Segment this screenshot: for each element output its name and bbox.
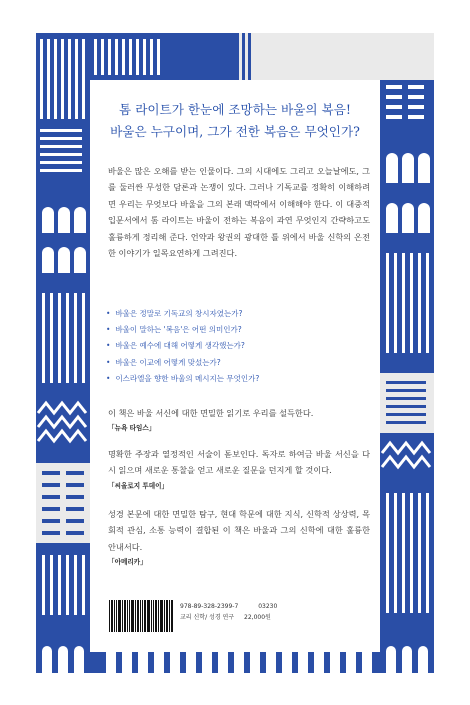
review-text: 성경 본문에 대한 면밀한 탐구, 현대 학문에 대한 지식, 신학적 상상력, 목회적 관심, 소통 능력이 결합된 이 책은 바울과 그의 신학에 대한 훌륭한 안내서다. (108, 509, 370, 552)
question-item: • 바울은 예수에 대해 어떻게 생각했는가? (106, 341, 245, 351)
book-back-cover (36, 33, 434, 673)
review-theology-today (108, 446, 370, 490)
barcode-icon (108, 599, 174, 633)
isbn-number: 978-89-328-2399-7 (180, 603, 239, 610)
question-item: • 바울은 이교에 어떻게 맞섰는가? (106, 357, 221, 367)
review-text: 명확한 주장과 열정적인 서술이 돋보인다. 독자로 하여금 바울 서신을 다시 읽으며 새로운 통찰을 얻고 새로운 질문을 던지게 할 것이다. (108, 449, 370, 476)
question-item: • 바울이 말하는 '복음'은 어떤 의미인가? (106, 325, 242, 335)
headline-line-1: 톰 라이트가 한눈에 조망하는 바울의 복음! (119, 102, 351, 117)
question-item: • 바울은 정말로 기독교의 창시자였는가? (106, 309, 243, 318)
headline-line-2: 바울은 누구이며, 그가 전한 복음은 무엇인가? (110, 124, 360, 139)
isbn-info (180, 601, 277, 623)
bullet-dot-icon: • (106, 309, 111, 318)
question-list (106, 306, 376, 387)
book-price: 22,000원 (244, 614, 271, 621)
bullet-dot-icon: • (106, 341, 111, 351)
review-source: 「아메리카」 (108, 558, 147, 567)
review-america (108, 506, 370, 566)
headline (90, 99, 380, 143)
review-source: 「씨올로지 투데이」 (108, 481, 169, 490)
bullet-dot-icon: • (106, 357, 111, 367)
question-item: • 이스라엘을 향한 바울의 메시지는 무엇인가? (106, 373, 260, 383)
price-line (180, 612, 277, 623)
intro-paragraph: 바울은 많은 오해를 받는 인물이다. 그의 시대에도 그리고 오늘날에도, 그를 둘러싼 무성한 담론과 논쟁이 있다. 그러나 기독교를 정확히 이해하려면 우리는 무엇보다 바울을 그의 본래 맥락에서 이해해야 한다. 이 대중적 입문서에서 톰 라이트는 바울이 전하는 복음이 과연 무엇인지 간략하고도 훌륭하게 정리해 준다. 언약과 왕권의 광대한 틀 위에서 바울 신학의 온전한 이야기가 일목요연하게 그려진다. (108, 166, 370, 259)
book-category: 교리 신학/ 성경 연구 (180, 614, 235, 621)
bullet-dot-icon: • (106, 325, 111, 335)
text-panel (90, 80, 380, 652)
review-nyt (108, 405, 370, 432)
bullet-dot-icon: • (106, 373, 111, 383)
review-source: 「뉴욕 타임스」 (108, 424, 156, 433)
isbn-line (180, 601, 277, 612)
review-text: 이 책은 바울 서신에 대한 면밀한 읽기로 우리를 설득한다. (108, 408, 314, 418)
isbn-addon: 03230 (258, 603, 278, 610)
